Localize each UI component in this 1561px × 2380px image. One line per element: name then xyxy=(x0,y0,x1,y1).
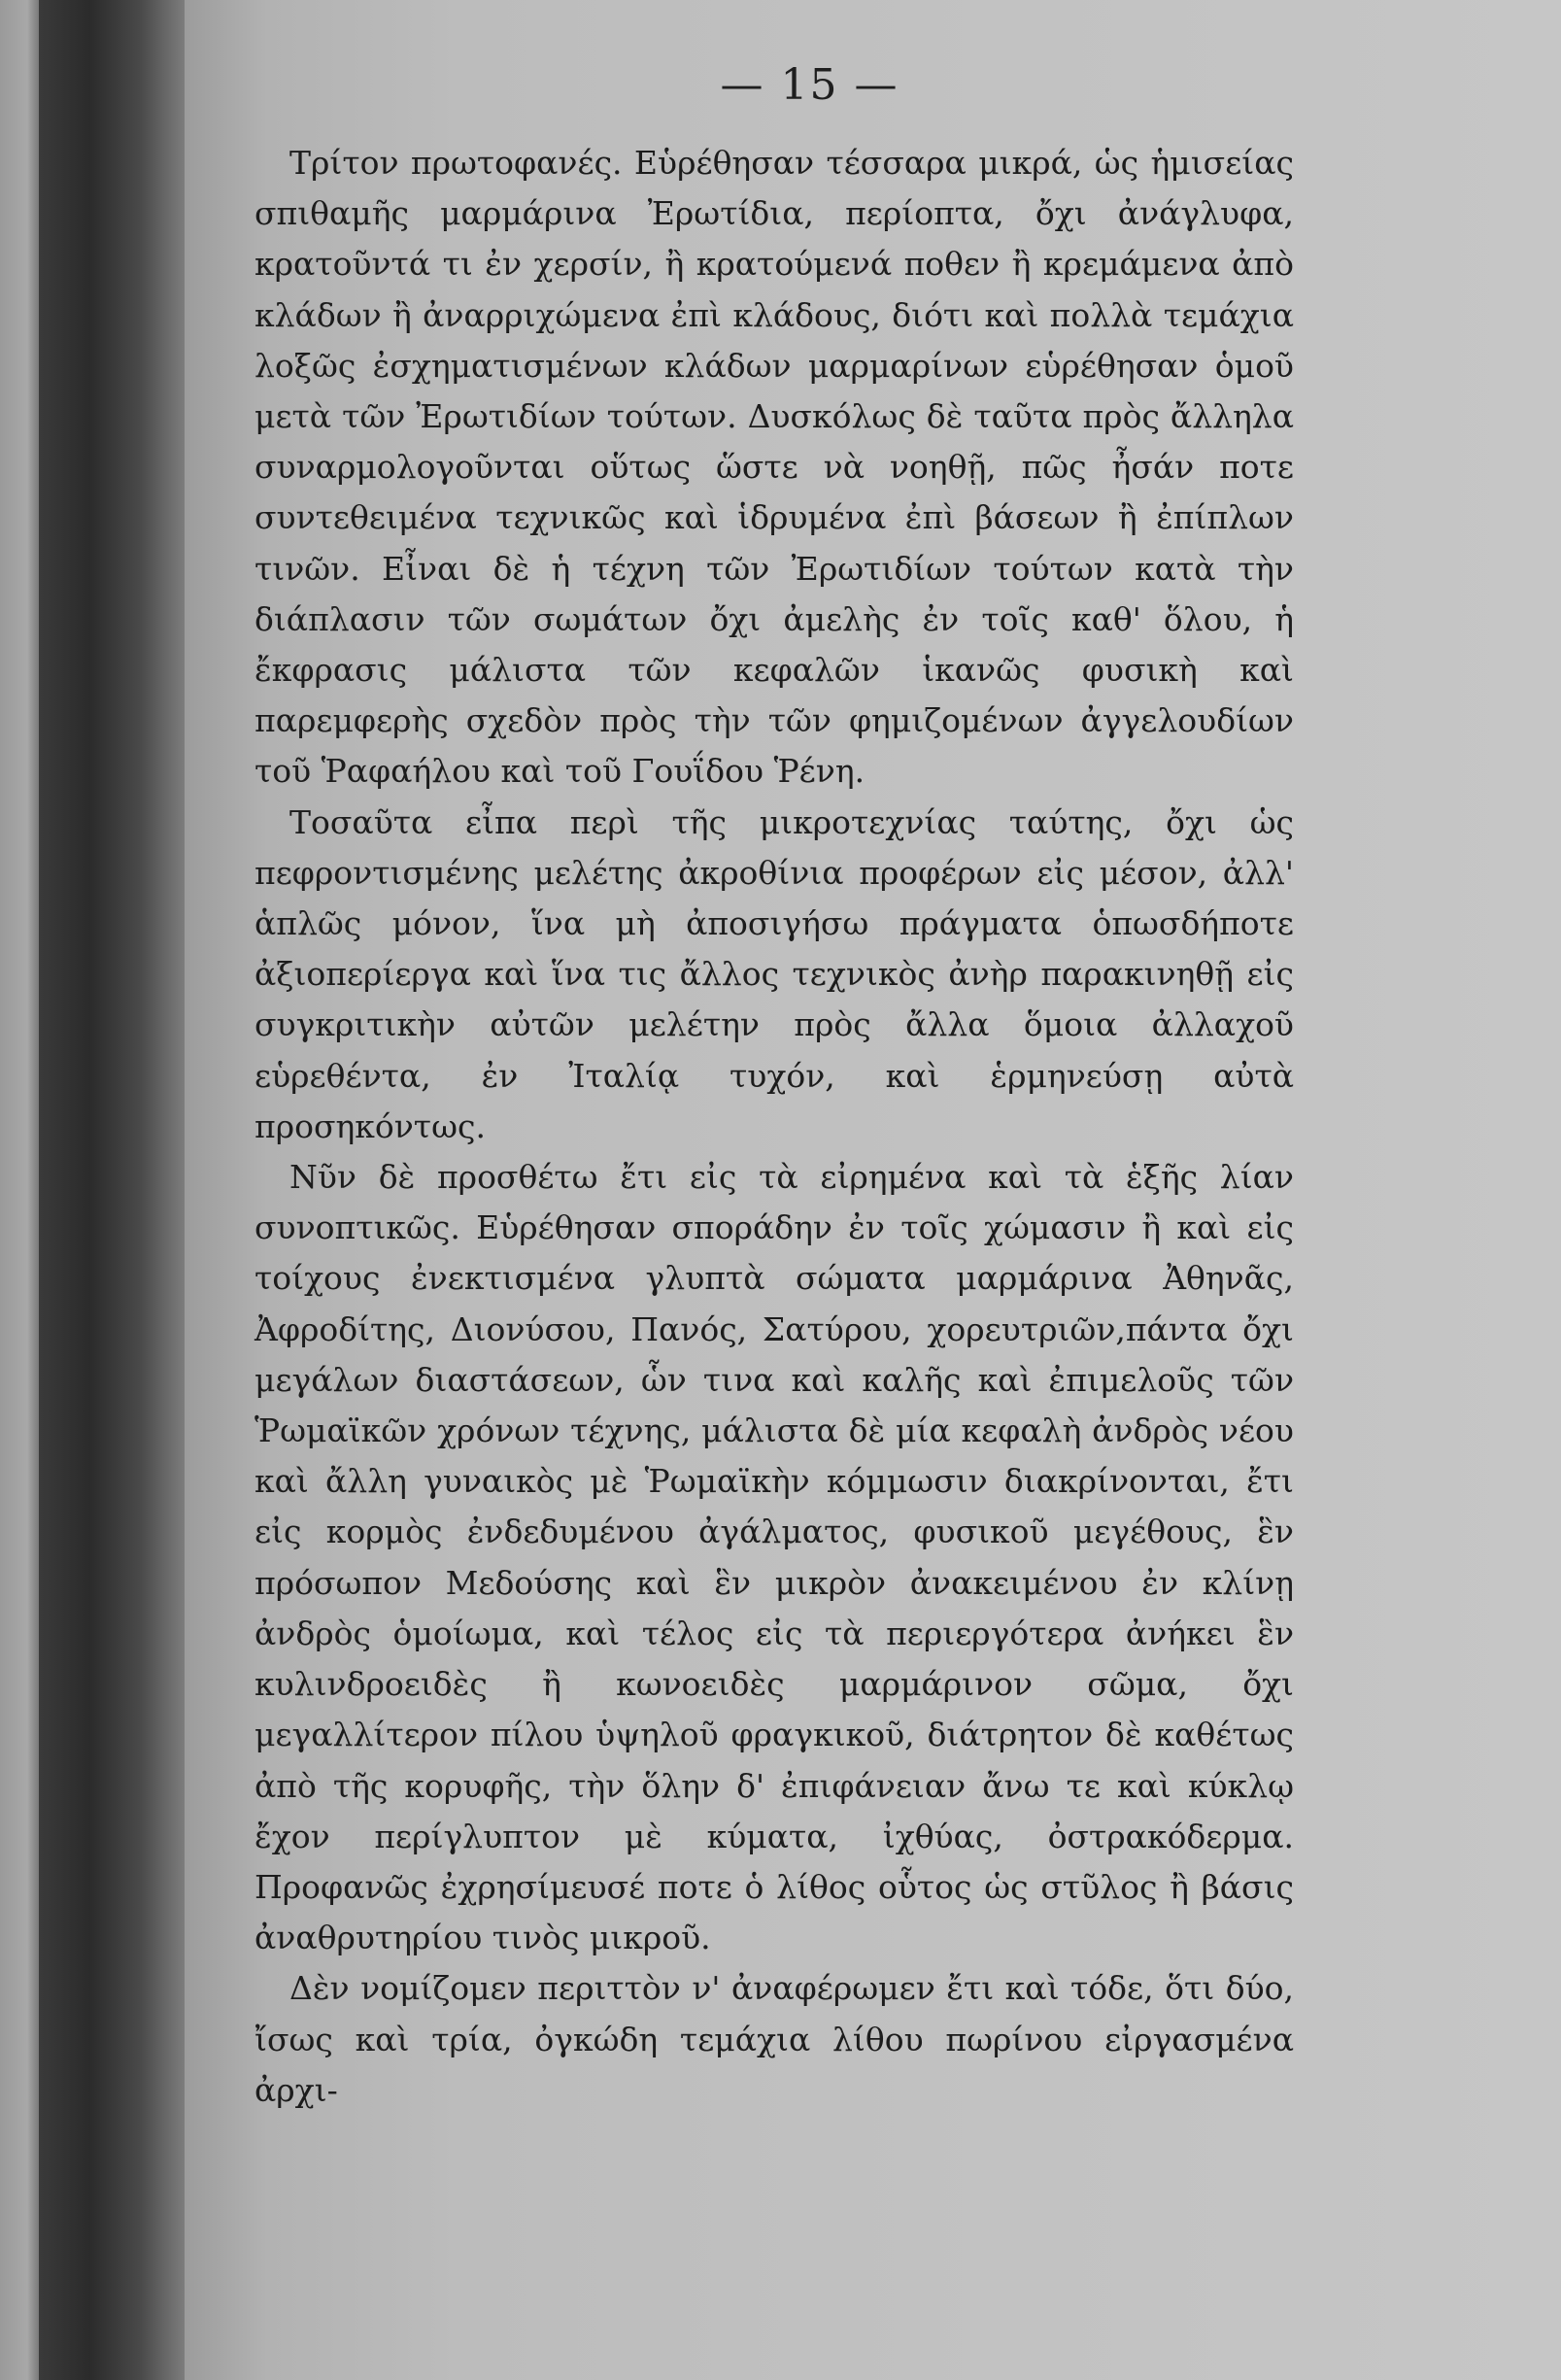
paragraph-1: Τρίτον πρωτοφανές. Εὑρέθησαν τέσσαρα μικρά, ὡς ἡμισείας σπιθαμῆς μαρμάρινα Ἐρωτίδια, περίοπτα, ὄχι ἀνάγλυφα, κρατοῦντά τι ἐν χερσίν, ἢ κρατούμενά ποθεν ἢ κρεμάμενα ἀπὸ κλάδων ἢ ἀναρριχώμενα ἐπὶ κλάδους, διότι καὶ πολλὰ τεμάχια λοξῶς ἐσχηματισμένων κλάδων μαρμαρίνων εὑρέθησαν ὁμοῦ μετὰ τῶν Ἐρωτιδίων τούτων. Δυσκόλως δὲ ταῦτα πρὸς ἄλληλα συναρμολογοῦνται οὕτως ὥστε νὰ νοηθῇ, πῶς ἦσάν ποτε συντεθειμένα τεχνικῶς καὶ ἱδρυμένα ἐπὶ βάσεων ἢ ἐπίπλων τινῶν. Εἶναι δὲ ἡ τέχνη τῶν Ἐρωτιδίων τούτων κατὰ τὴν διάπλασιν τῶν σωμάτων ὄχι ἀμελὴς ἐν τοῖς καθ' ὅλου, ἡ ἔκφρασις μάλιστα τῶν κεφαλῶν ἱκανῶς φυσικὴ καὶ παρεμφερὴς σχεδὸν πρὸς τὴν τῶν φημιζομένων ἀγγελουδίων τοῦ Ῥαφαήλου καὶ τοῦ Γουΐδου Ῥένη. xyxy=(255,144,1294,791)
paragraph-2: Τοσαῦτα εἶπα περὶ τῆς μικροτεχνίας ταύτης, ὄχι ὡς πεφροντισμένης μελέτης ἀκροθίνια προφέρων εἰς μέσον, ἀλλ' ἁπλῶς μόνον, ἵνα μὴ ἀποσιγήσω πράγματα ὁπωσδήποτε ἀξιοπερίεργα καὶ ἵνα τις ἄλλος τεχνικὸς ἀνὴρ παρακινηθῇ εἰς συγκριτικὴν αὐτῶν μελέτην πρὸς ἄλλα ὅμοια ἀλλαχοῦ εὑρεθέντα, ἐν Ἰταλίᾳ τυχόν, καὶ ἑρμηνεύσῃ αὐτὰ προσηκόντως. xyxy=(255,802,1294,1145)
page-number: — 15 — xyxy=(720,60,899,110)
body-text xyxy=(255,138,1294,2116)
paragraph-3: Νῦν δὲ προσθέτω ἔτι εἰς τὰ εἰρημένα καὶ τὰ ἑξῆς λίαν συνοπτικῶς. Εὑρέθησαν σποράδην ἐν τοῖς χώμασιν ἢ καὶ εἰς τοίχους ἐνεκτισμένα γλυπτὰ σώματα μαρμάρινα Ἀθηνᾶς, Ἀφροδίτης, Διονύσου, Πανός, Σατύρου, χορευτριῶν,πάντα ὄχι μεγάλων διαστάσεων, ὧν τινα καὶ καλῆς καὶ ἐπιμελοῦς τῶν Ῥωμαϊκῶν χρόνων τέχνης, μάλιστα δὲ μία κεφαλὴ ἀνδρὸς νέου καὶ ἄλλη γυναικὸς μὲ Ῥωμαϊκὴν κόμμωσιν διακρίνονται, ἔτι εἰς κορμὸς ἐνδεδυμένου ἀγάλματος, φυσικοῦ μεγέθους, ἓν πρόσωπον Μεδούσης καὶ ἓν μικρὸν ἀνακειμένου ἐν κλίνῃ ἀνδρὸς ὁμοίωμα, καὶ τέλος εἰς τὰ περιεργότερα ἀνήκει ἓν κυλινδροειδὲς ἢ κωνοειδὲς μαρμάρινον σῶμα, ὄχι μεγαλλίτερον πίλου ὑψηλοῦ φραγκικοῦ, διάτρητον δὲ καθέτως ἀπὸ τῆς κορυφῆς, τὴν ὅλην δ' ἐπιφάνειαν ἄνω τε καὶ κύκλῳ ἔχον περίγλυπτον μὲ κύματα, ἰχθύας, ὀστρακόδερμα. Προφανῶς ἐχρησίμευσέ ποτε ὁ λίθος οὗτος ὡς στῦλος ἢ βάσις ἀναθρυτηρίου τινὸς μικροῦ. xyxy=(255,1158,1294,1957)
book-binding-gutter xyxy=(39,0,185,2380)
facing-page-edge xyxy=(0,0,39,2380)
paragraph-4: Δὲν νομίζομεν περιττὸν ν' ἀναφέρωμεν ἔτι καὶ τόδε, ὅτι δύο, ἴσως καὶ τρία, ὀγκώδη τεμάχια λίθου πωρίνου εἰργασμένα ἀρχι- xyxy=(255,1969,1294,2109)
